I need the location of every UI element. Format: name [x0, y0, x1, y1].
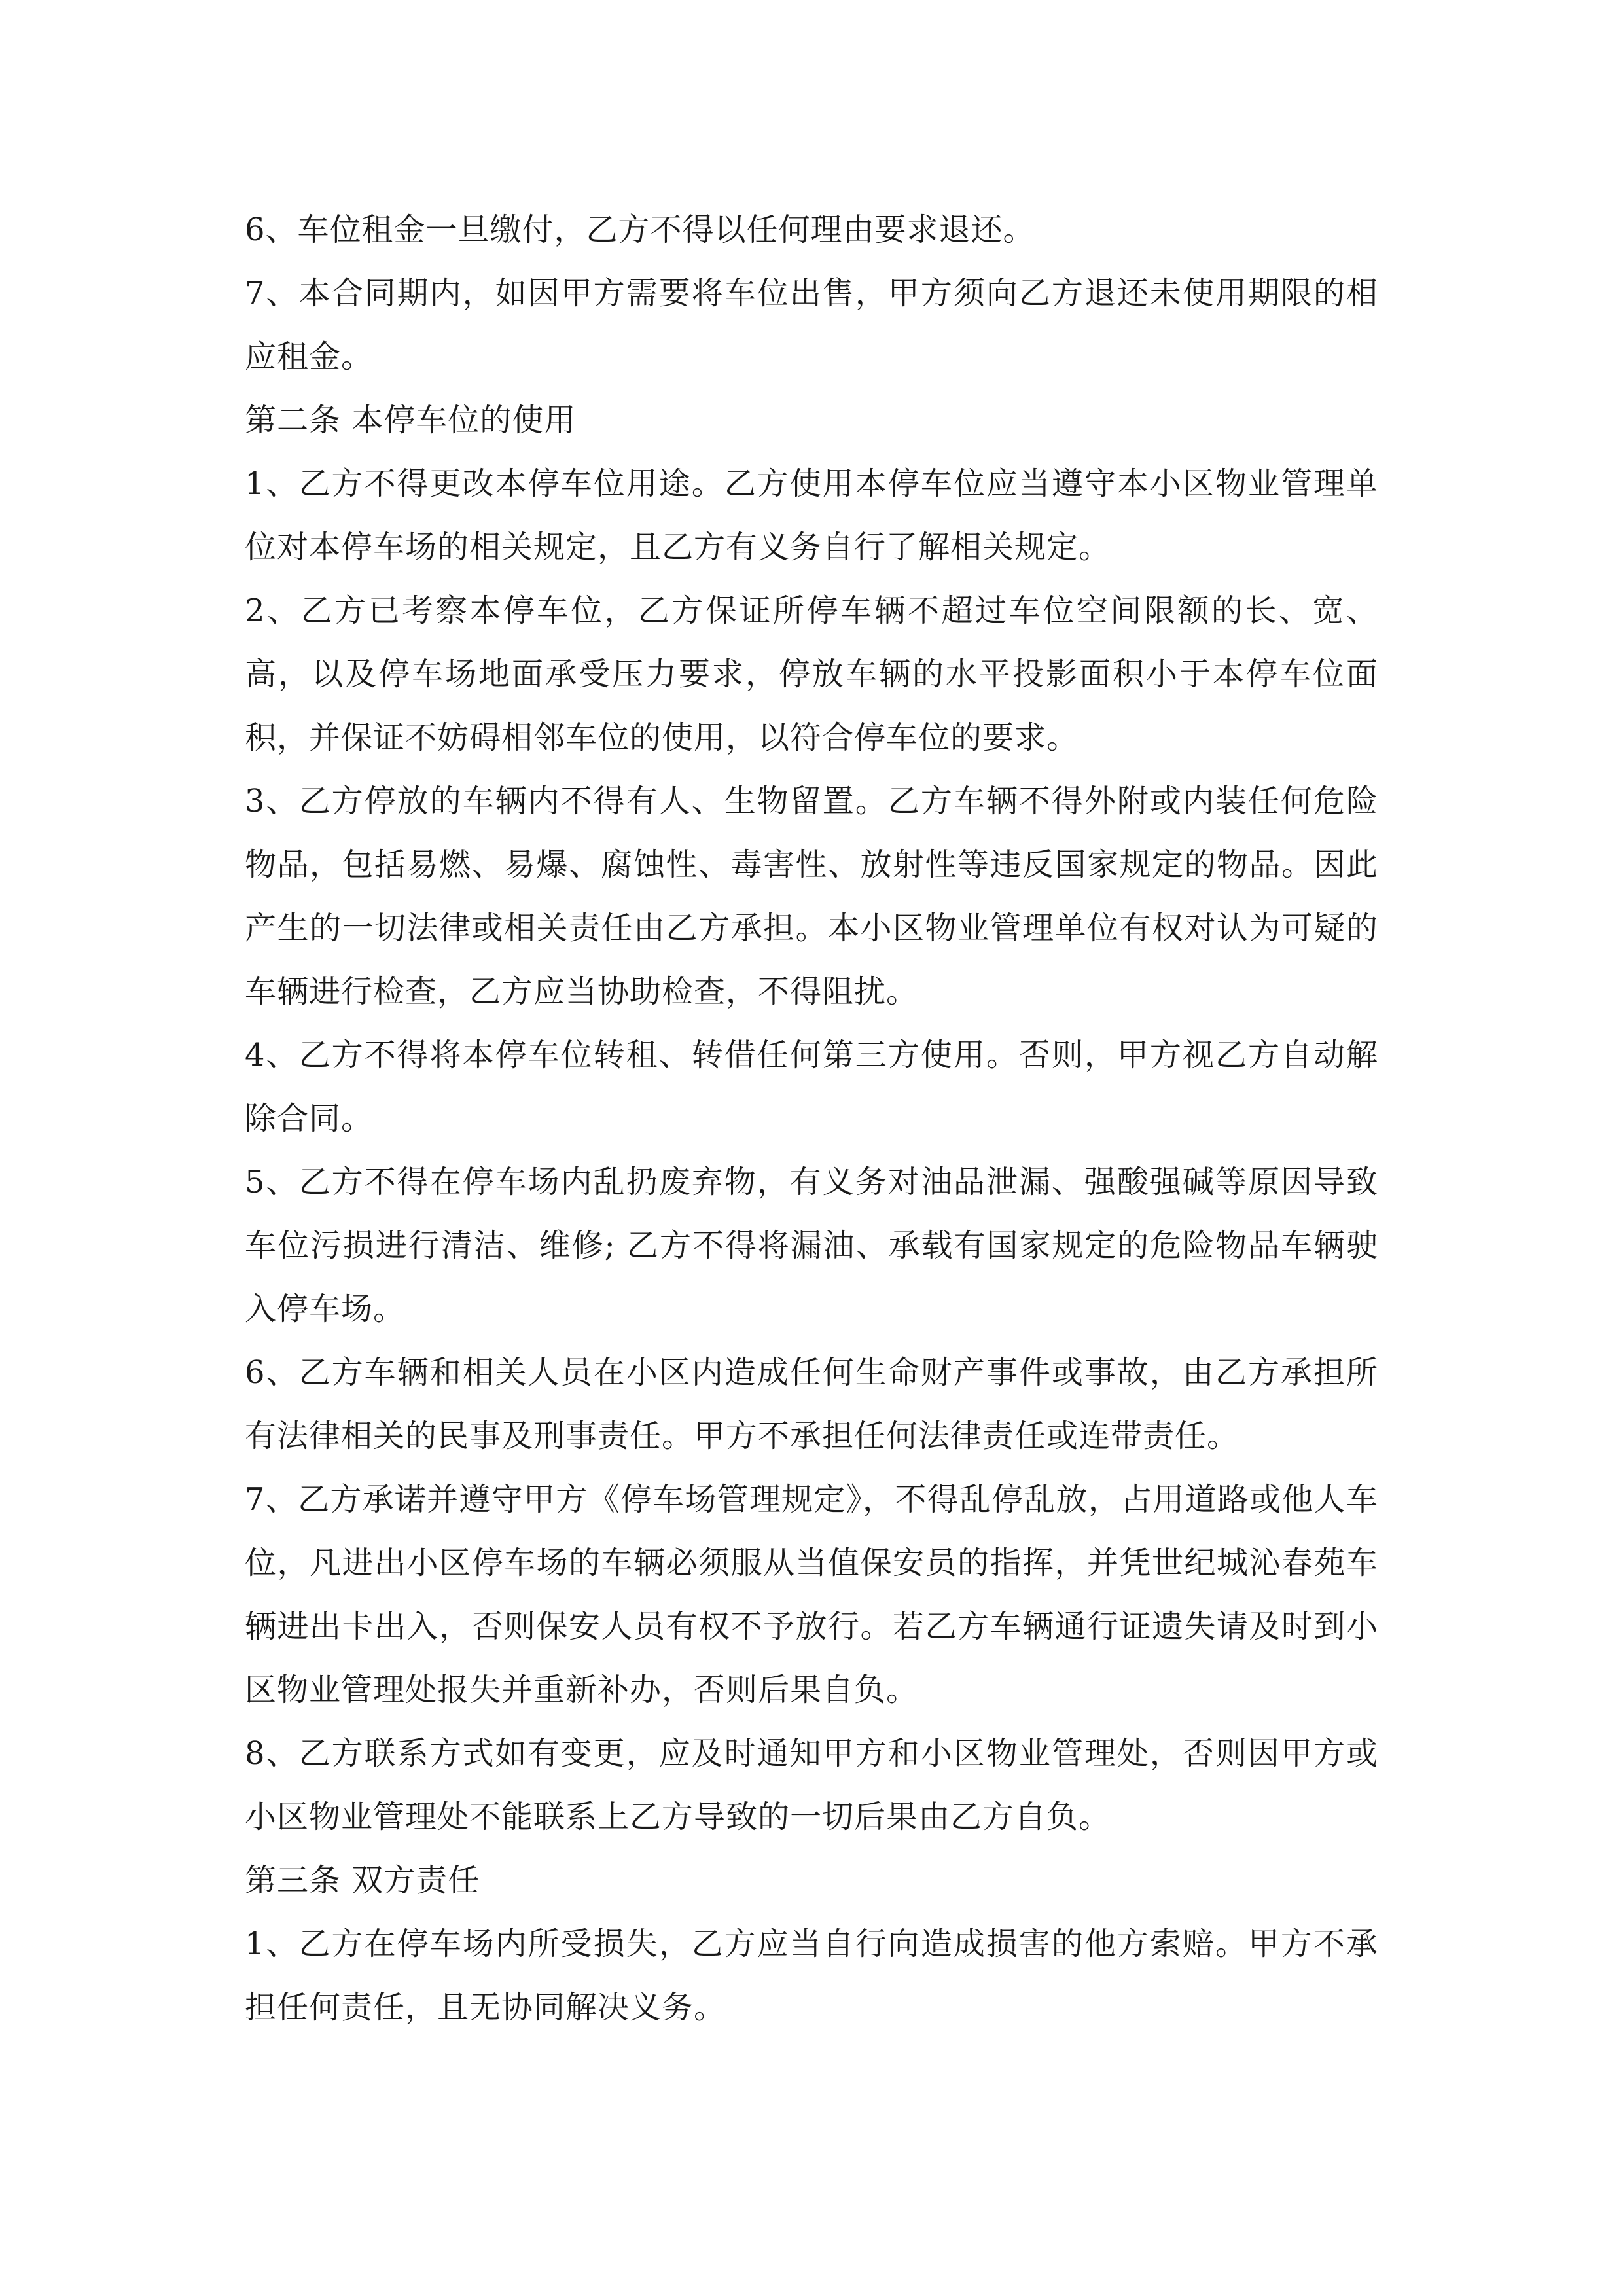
section-heading: 第三条 双方责任 — [245, 1862, 480, 1899]
clause-item: 4、乙方不得将本停车位转租、转借任何第三方使用。否则，甲方视乙方自动解除合同。 — [245, 1037, 1378, 1137]
document-body — [245, 198, 1378, 2039]
clause-item: 7、本合同期内，如因甲方需要将车位出售，甲方须向乙方退还未使用期限的相应租金。 — [245, 275, 1378, 375]
section-heading: 第二条 本停车位的使用 — [245, 402, 577, 439]
clause-item: 1、乙方不得更改本停车位用途。乙方使用本停车位应当遵守本小区物业管理单位对本停车场的相关规定，且乙方有义务自行了解相关规定。 — [245, 465, 1378, 565]
clause-item: 6、乙方车辆和相关人员在小区内造成任何生命财产事件或事故，由乙方承担所有法律相关的民事及刑事责任。甲方不承担任何法律责任或连带责任。 — [245, 1354, 1378, 1454]
clause-item: 6、车位租金一旦缴付，乙方不得以任何理由要求退还。 — [245, 211, 1035, 248]
clause-item: 3、乙方停放的车辆内不得有人、生物留置。乙方车辆不得外附或内装任何危险物品，包括易燃、易爆、腐蚀性、毒害性、放射性等违反国家规定的物品。因此产生的一切法律或相关责任由乙方承担。本小区物业管理单位有权对认为可疑的车辆进行检查，乙方应当协助检查，不得阻扰。 — [245, 783, 1378, 1010]
clause-item: 2、乙方已考察本停车位，乙方保证所停车辆不超过车位空间限额的长、宽、高，以及停车场地面承受压力要求，停放车辆的水平投影面积小于本停车位面积，并保证不妨碍相邻车位的使用，以符合停车位的要求。 — [245, 592, 1378, 756]
clause-item: 5、乙方不得在停车场内乱扔废弃物，有义务对油品泄漏、强酸强碱等原因导致车位污损进行清洁、维修; 乙方不得将漏油、承载有国家规定的危险物品车辆驶入停车场。 — [245, 1164, 1378, 1327]
clause-item: 1、乙方在停车场内所受损失，乙方应当自行向造成损害的他方索赔。甲方不承担任何责任，且无协同解决义务。 — [245, 1926, 1378, 2026]
clause-item: 8、乙方联系方式如有变更，应及时通知甲方和小区物业管理处，否则因甲方或小区物业管理处不能联系上乙方导致的一切后果由乙方自负。 — [245, 1735, 1378, 1835]
clause-item: 7、乙方承诺并遵守甲方《停车场管理规定》，不得乱停乱放，占用道路或他人车位，凡进出小区停车场的车辆必须服从当值保安员的指挥，并凭世纪城沁春苑车辆进出卡出入，否则保安人员有权不予放行。若乙方车辆通行证遗失请及时到小区物业管理处报失并重新补办，否则后果自负。 — [245, 1481, 1378, 1708]
